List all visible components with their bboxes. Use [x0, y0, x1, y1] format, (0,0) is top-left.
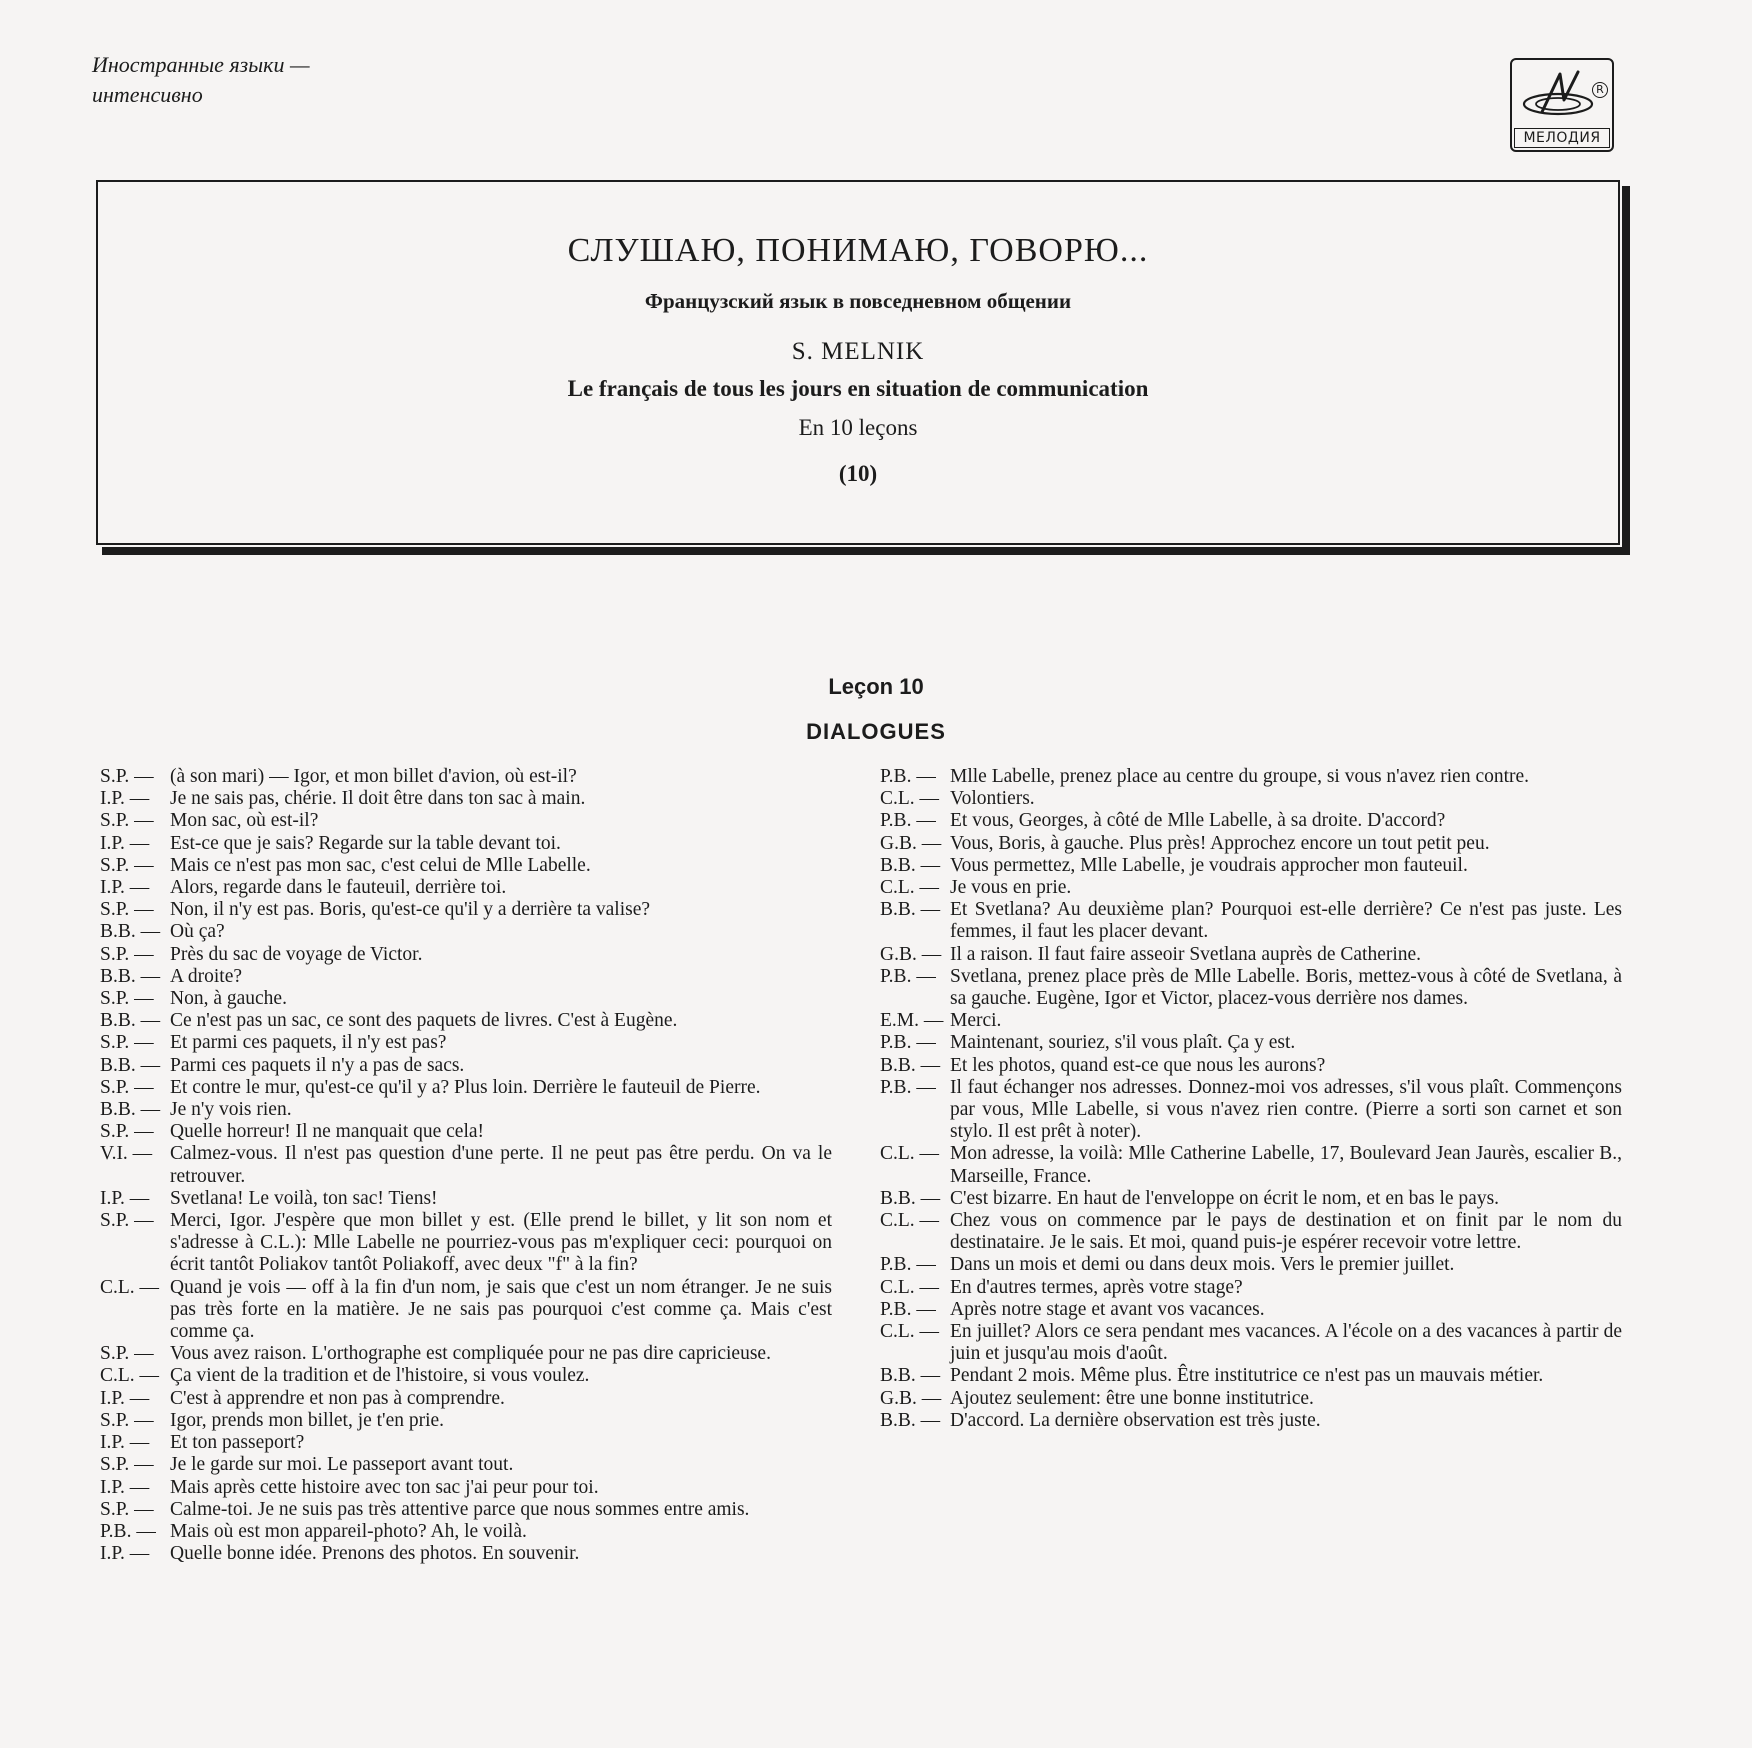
line-text: Merci, Igor. J'espère que mon billet y est. (Elle prend le billet, y lit son nom et s'adresse à C.L.): Mlle Labelle ne pourriez-vous pas m'expliquer ceci: pourquoi on écrit tantôt Poliakov tantôt Poliakoff, avec deux "f" à la fin? [170, 1210, 832, 1276]
line-text: Dans un mois et demi ou dans deux mois. Vers le premier juillet. [950, 1254, 1455, 1276]
dialogue-line [100, 899, 832, 921]
speaker: C.L. — [880, 1210, 940, 1232]
speaker: B.B. — [880, 899, 941, 921]
dialogue-column-left [100, 766, 832, 1565]
dialogue-line [100, 1521, 832, 1543]
dialogue-line [100, 966, 832, 988]
line-text: Est-ce que je sais? Regarde sur la table devant toi. [170, 832, 561, 854]
dialogue-line [100, 1077, 832, 1099]
speaker: B.B. — [100, 965, 161, 987]
line-text: Et Svetlana? Au deuxième plan? Pourquoi est-elle derrière? Ce n'est pas juste. Les femmes, il faut les placer devant. [950, 899, 1622, 943]
line-text: Mais où est mon appareil-photo? Ah, le voilà. [170, 1520, 527, 1542]
speaker: P.B. — [880, 1254, 936, 1276]
dialogue-line [880, 1410, 1622, 1432]
line-text: Non, à gauche. [170, 988, 287, 1010]
speaker: S.P. — [100, 1076, 154, 1098]
line-text: Calmez-vous. Il n'est pas question d'une perte. Il ne peut pas être perdu. On va le retrouver. [170, 1143, 832, 1187]
subtitle: Французский язык в повседневном общении [644, 289, 1072, 313]
line-text: Je ne sais pas, chérie. Il doit être dans ton sac à main. [170, 788, 586, 810]
speaker: B.B. — [100, 1010, 161, 1032]
line-text: Igor, prends mon billet, je t'en prie. [170, 1409, 445, 1431]
french-title: Le français de tous les jours en situation de communication [567, 376, 1149, 401]
line-text: Alors, regarde dans le fauteuil, derrière toi. [170, 877, 507, 899]
speaker: I.P. — [100, 877, 150, 899]
line-text: Ce n'est pas un sac, ce sont des paquets de livres. C'est à Eugène. [170, 1010, 678, 1032]
speaker: S.P. — [100, 1343, 154, 1365]
dialogue-line [100, 1454, 832, 1476]
dialogue-line [100, 944, 832, 966]
speaker: G.B. — [880, 832, 942, 854]
line-text: Je n'y vois rien. [170, 1099, 292, 1121]
dialogue-line [100, 1432, 832, 1454]
line-text: En juillet? Alors ce sera pendant mes vacances. A l'école on a des vacances à partir de juin et jusqu'au mois d'août. [950, 1321, 1622, 1365]
line-text: Vous permettez, Mlle Labelle, je voudrais approcher mon fauteuil. [950, 854, 1468, 876]
line-text: Merci. [950, 1010, 1002, 1032]
speaker: P.B. — [880, 965, 936, 987]
line-text: Et vous, Georges, à côté de Mlle Labelle, à sa droite. D'accord? [950, 810, 1446, 832]
speaker: I.P. — [100, 1543, 150, 1565]
dialogue-line [880, 1388, 1622, 1410]
dialogue-line [100, 988, 832, 1010]
dialogue-line [100, 810, 832, 832]
speaker: S.P. — [100, 1210, 154, 1232]
speaker: G.B. — [880, 1387, 942, 1409]
speaker: I.P. — [100, 1476, 150, 1498]
line-text: Svetlana! Le voilà, ton sac! Tiens! [170, 1187, 438, 1209]
series-line-1: Иностранные языки — [92, 52, 310, 77]
line-text: Vous, Boris, à gauche. Plus près! Approchez encore un tout petit peu. [950, 832, 1490, 854]
speaker: P.B. — [100, 1520, 156, 1542]
series-line-2: интенсивно [92, 82, 203, 107]
dialogue-line [880, 899, 1622, 943]
line-text: Quelle horreur! Il ne manquait que cela! [170, 1121, 485, 1143]
speaker: B.B. — [100, 921, 161, 943]
line-text: Pendant 2 mois. Même plus. Être institutrice ce n'est pas un mauvais métier. [950, 1365, 1544, 1387]
dialogue-line [100, 1210, 832, 1277]
line-text: Mlle Labelle, prenez place au centre du groupe, si vous n'avez rien contre. [950, 766, 1530, 787]
speaker: P.B. — [880, 766, 936, 787]
speaker: C.L. — [100, 1276, 160, 1298]
logo-label: МЕЛОДИЯ [1514, 128, 1610, 148]
line-text: Maintenant, souriez, s'il vous plaît. Ça y est. [950, 1032, 1296, 1054]
speaker: S.P. — [100, 1121, 154, 1143]
dialogue-line [880, 1077, 1622, 1144]
dialogue-line [880, 1254, 1622, 1276]
dialogue-line [100, 877, 832, 899]
line-text: Et contre le mur, qu'est-ce qu'il y a? Plus loin. Derrière le fauteuil de Pierre. [170, 1076, 761, 1098]
speaker: B.B. — [100, 1099, 161, 1121]
dialogue-line [100, 1543, 832, 1565]
line-text: Parmi ces paquets il n'y a pas de sacs. [170, 1054, 465, 1076]
line-text: Et les photos, quand est-ce que nous les aurons? [950, 1054, 1326, 1076]
line-text: En d'autres termes, après votre stage? [950, 1276, 1243, 1298]
speaker: C.L. — [880, 1143, 940, 1165]
dialogue-line [100, 1188, 832, 1210]
line-text: Il a raison. Il faut faire asseoir Svetlana auprès de Catherine. [950, 943, 1422, 965]
dialogue-line [880, 944, 1622, 966]
speaker: I.P. — [100, 1432, 150, 1454]
dialogue-line [880, 833, 1622, 855]
speaker: I.P. — [100, 832, 150, 854]
line-text: Volontiers. [950, 788, 1035, 810]
dialogue-line [100, 1055, 832, 1077]
speaker: S.P. — [100, 943, 154, 965]
dialogue-line [100, 921, 832, 943]
dialogue-line [100, 766, 832, 788]
dialogue-line [880, 1210, 1622, 1254]
line-text: Ça vient de la tradition et de l'histoire, si vous voulez. [170, 1365, 590, 1387]
title-box [96, 180, 1620, 545]
speaker: B.B. — [880, 1409, 941, 1431]
series-title [92, 50, 310, 110]
speaker: B.B. — [100, 1054, 161, 1076]
dialogue-line [880, 1188, 1622, 1210]
speaker: S.P. — [100, 854, 154, 876]
speaker: S.P. — [100, 988, 154, 1010]
dialogue-line [100, 1477, 832, 1499]
speaker: B.B. — [880, 1054, 941, 1076]
speaker: S.P. — [100, 810, 154, 832]
speaker: S.P. — [100, 1032, 154, 1054]
speaker: P.B. — [880, 1076, 936, 1098]
dialogue-line [100, 1143, 832, 1187]
speaker: C.L. — [880, 788, 940, 810]
line-text: Ajoutez seulement: être une bonne institutrice. [950, 1387, 1314, 1409]
line-text: Et ton passeport? [170, 1432, 305, 1454]
speaker: P.B. — [880, 1298, 936, 1320]
main-title: СЛУШАЮ, ПОНИМАЮ, ГОВОРЮ... [567, 232, 1149, 269]
speaker: I.P. — [100, 1187, 150, 1209]
line-text: Svetlana, prenez place près de Mlle Labelle. Boris, mettez-vous à côté de Svetlana, à sa gauche. Eugène, Igor et Victor, placez-vous derrière nos dames. [950, 965, 1622, 1010]
dialogue-line [100, 1343, 832, 1365]
line-text: Je vous en prie. [950, 877, 1072, 899]
speaker: C.L. — [880, 1276, 940, 1298]
line-text: D'accord. La dernière observation est très juste. [950, 1409, 1321, 1431]
melodiya-logo [1510, 58, 1614, 152]
speaker: B.B. — [880, 1187, 941, 1209]
dialogue-line [100, 1365, 832, 1387]
dialogue-line [100, 1010, 832, 1032]
line-text: Quand je vois — off à la fin d'un nom, je sais que c'est un nom étranger. Je ne suis pas très forte en la matière. Je ne sais pas pourquoi c'est comme ça. Mais c'est comme ça. [170, 1276, 832, 1343]
line-text: Mon sac, où est-il? [170, 810, 319, 832]
line-text: Vous avez raison. L'orthographe est compliquée pour ne pas dire capricieuse. [170, 1343, 771, 1365]
speaker: S.P. — [100, 1454, 154, 1476]
line-text: (à son mari) — Igor, et mon billet d'avion, où est-il? [170, 766, 577, 787]
dialogue-line [880, 1143, 1622, 1187]
speaker: C.L. — [880, 1321, 940, 1343]
registered-mark: R [1592, 82, 1608, 98]
line-text: Près du sac de voyage de Victor. [170, 943, 423, 965]
dialogue-line [880, 1321, 1622, 1365]
lessons-count: En 10 leçons [798, 415, 918, 440]
dialogue-line [880, 1299, 1622, 1321]
line-text: Quelle bonne idée. Prenons des photos. En souvenir. [170, 1543, 580, 1565]
dialogue-line [100, 1499, 832, 1521]
line-text: Mais ce n'est pas mon sac, c'est celui de Mlle Labelle. [170, 854, 591, 876]
speaker: S.P. — [100, 899, 154, 921]
dialogue-line [880, 766, 1622, 788]
dialogue-line [100, 1121, 832, 1143]
line-text: Mon adresse, la voilà: Mlle Catherine Labelle, 17, Boulevard Jean Jaurès, escalier B., Marseille, France. [950, 1143, 1622, 1187]
speaker: S.P. — [100, 1409, 154, 1431]
speaker: P.B. — [880, 1032, 936, 1054]
line-text: Après notre stage et avant vos vacances. [950, 1298, 1265, 1320]
line-text: Non, il n'y est pas. Boris, qu'est-ce qu'il y a derrière ta valise? [170, 899, 651, 921]
line-text: Où ça? [170, 921, 225, 943]
speaker: P.B. — [880, 810, 936, 832]
dialogue-line [880, 877, 1622, 899]
line-text: Je le garde sur moi. Le passeport avant tout. [170, 1454, 514, 1476]
speaker: S.P. — [100, 766, 154, 787]
dialogue-column-right [880, 766, 1622, 1432]
dialogue-line [100, 788, 832, 810]
dialogue-line [880, 1055, 1622, 1077]
speaker: I.P. — [100, 788, 150, 810]
dialogue-line [100, 833, 832, 855]
line-text: Mais après cette histoire avec ton sac j'ai peur pour toi. [170, 1476, 599, 1498]
section-title: DIALOGUES [806, 719, 946, 744]
lesson-title: Leçon 10 [828, 674, 924, 699]
line-text: Chez vous on commence par le pays de destination et on finit par le nom du destinataire. Je le sais. Et moi, quand puis-je espérer recevoir votre lettre. [950, 1210, 1622, 1254]
dialogue-line [100, 1388, 832, 1410]
dialogue-line [100, 1277, 832, 1344]
speaker: S.P. — [100, 1498, 154, 1520]
speaker: C.L. — [880, 877, 940, 899]
speaker: V.I. — [100, 1143, 153, 1165]
author: S. MELNIK [791, 338, 925, 365]
dialogue-line [880, 788, 1622, 810]
line-text: Il faut échanger nos adresses. Donnez-moi vos adresses, s'il vous plaît. Commençons par vous, Mlle Labelle, si vous n'avez rien contre. (Pierre a sorti son carnet et son stylo. Il est prêt à noter). [950, 1076, 1622, 1143]
dialogue-line [880, 1365, 1622, 1387]
line-text: Et parmi ces paquets, il n'y est pas? [170, 1032, 447, 1054]
speaker: B.B. — [880, 854, 941, 876]
dialogue-line [880, 810, 1622, 832]
dialogue-line [100, 855, 832, 877]
dialogue-line [100, 1099, 832, 1121]
volume-number: (10) [838, 461, 878, 486]
dialogue-line [100, 1032, 832, 1054]
dialogue-line [100, 1410, 832, 1432]
speaker: I.P. — [100, 1387, 150, 1409]
dialogue-line [880, 966, 1622, 1010]
speaker: B.B. — [880, 1365, 941, 1387]
speaker: C.L. — [100, 1365, 160, 1387]
line-text: C'est bizarre. En haut de l'enveloppe on écrit le nom, et en bas le pays. [950, 1187, 1500, 1209]
line-text: Calme-toi. Je ne suis pas très attentive parce que nous sommes entre amis. [170, 1498, 750, 1520]
dialogue-line [880, 1032, 1622, 1054]
speaker: E.M. — [880, 1010, 944, 1032]
dialogue-line [880, 855, 1622, 877]
line-text: C'est à apprendre et non pas à comprendre. [170, 1387, 505, 1409]
dialogue-line [880, 1010, 1622, 1032]
speaker: G.B. — [880, 943, 942, 965]
line-text: A droite? [170, 965, 243, 987]
dialogue-line [880, 1277, 1622, 1299]
